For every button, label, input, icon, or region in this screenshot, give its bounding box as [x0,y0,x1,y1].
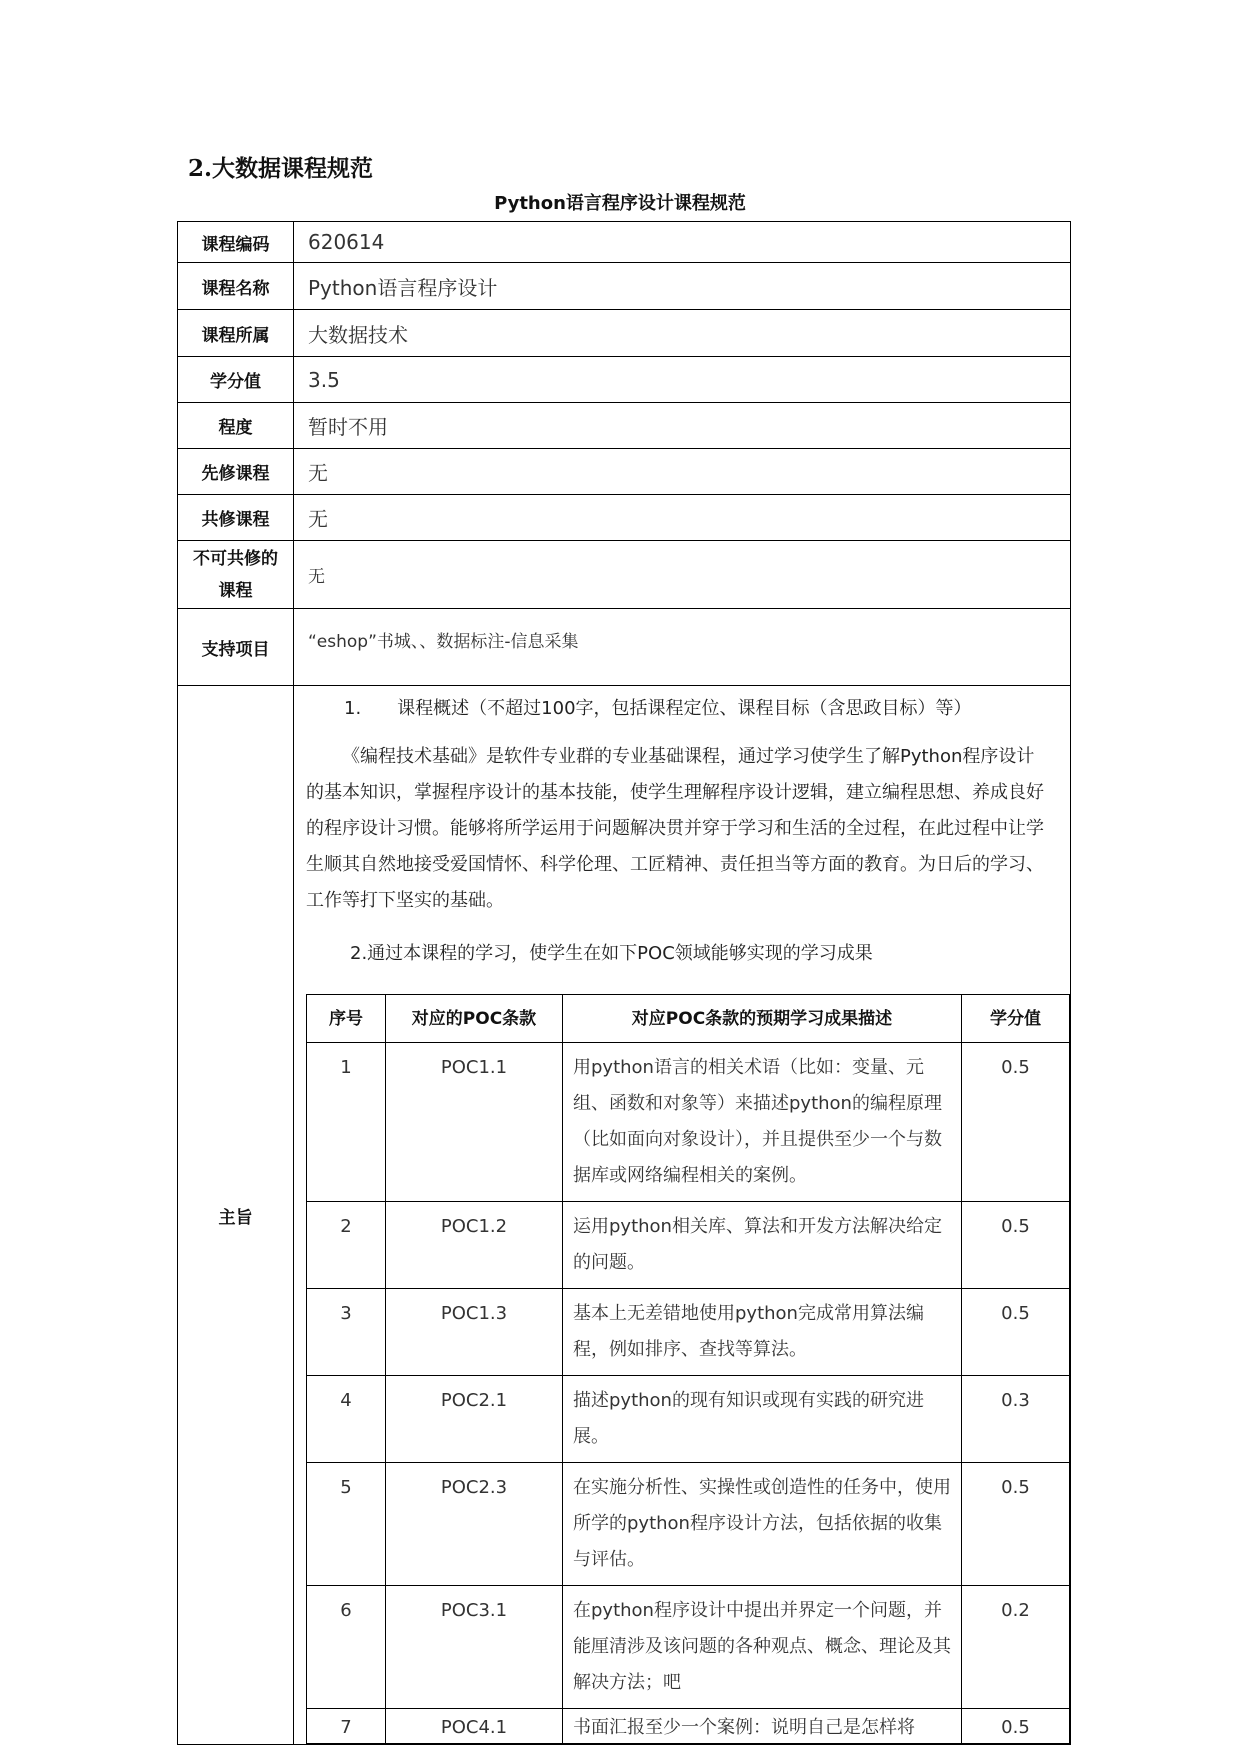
cell-credit: 0.3 [962,1376,1070,1463]
label: 课程所属 [178,310,294,357]
cell-no: 5 [307,1463,386,1586]
value: “eshop”书城、、数据标注-信息采集 [294,609,1071,686]
table-row [307,1463,1070,1586]
cell-desc: 在实施分析性、实操性或创造性的任务中，使用所学的python程序设计方法，包括依据的收集与评估。 [563,1463,962,1586]
table-row [307,1289,1070,1376]
table-row [307,1202,1070,1289]
value: 无 [294,541,1071,609]
cell-poc: POC2.1 [386,1376,563,1463]
label: 程度 [178,403,294,449]
label: 支持项目 [178,609,294,686]
cell-poc: POC1.2 [386,1202,563,1289]
label: 课程编码 [178,222,294,263]
label: 共修课程 [178,495,294,541]
value: 暂时不用 [294,403,1071,449]
cell-credit: 0.5 [962,1463,1070,1586]
row-belong [178,310,1071,357]
outcomes-table [306,994,1070,1744]
cell-desc: 描述python的现有知识或现有实践的研究进展。 [563,1376,962,1463]
value: Python语言程序设计 [294,263,1071,310]
cell-credit: 0.5 [962,1043,1070,1202]
table-row [307,1376,1070,1463]
cell-no: 4 [307,1376,386,1463]
table-row [307,1586,1070,1709]
cell-poc: POC1.1 [386,1043,563,1202]
cell-credit: 0.5 [962,1709,1070,1744]
row-name [178,263,1071,310]
row-main [178,686,1071,1745]
table-row [307,1043,1070,1202]
overview-text: 《编程技术基础》是软件专业群的专业基础课程，通过学习使学生了解Python程序设计的基本知识，掌握程序设计的基本技能，使学生理解程序设计逻辑，建立编程思想、养成良好的程序设计习惯。能够将所学运用于问题解决贯并穿于学习和生活的全过程，在此过程中让学生顺其自然地接受爱国情怀、科学伦理、工匠精神、责任担当等方面的教育。为日后的学习、工作等打下坚实的基础。 [306,746,1044,911]
header-poc: 对应的POC条款 [386,995,563,1043]
value: 620614 [294,222,1071,263]
cell-poc: POC2.3 [386,1463,563,1586]
cell-no: 2 [307,1202,386,1289]
outcomes-heading: 2.通过本课程的学习，使学生在如下POC领域能够实现的学习成果 [350,943,873,964]
row-credit [178,357,1071,403]
cell-no: 7 [307,1709,386,1744]
value: 无 [294,495,1071,541]
row-exclusive [178,541,1071,609]
cell-no: 1 [307,1043,386,1202]
course-spec-table [177,221,1071,1745]
value: 无 [294,449,1071,495]
header-credit: 学分值 [962,995,1070,1043]
cell-desc: 基本上无差错地使用python完成常用算法编程，例如排序、查找等算法。 [563,1289,962,1376]
header-no: 序号 [307,995,386,1043]
cell-poc: POC4.1 [386,1709,563,1744]
cell-desc: 在python程序设计中提出并界定一个问题，并能厘清涉及该问题的各种观点、概念、理论及其解决方法；吧 [563,1586,962,1709]
cell-desc: 书面汇报至少一个案例：说明自己是怎样将 [563,1709,962,1744]
cell-credit: 0.2 [962,1586,1070,1709]
cell-no: 6 [307,1586,386,1709]
label: 先修课程 [178,449,294,495]
value: 3.5 [294,357,1071,403]
cell-credit: 0.5 [962,1289,1070,1376]
row-level [178,403,1071,449]
label: 课程名称 [178,263,294,310]
label: 主旨 [178,686,294,1745]
cell-no: 3 [307,1289,386,1376]
cell-desc: 用python语言的相关术语（比如：变量、元组、函数和对象等）来描述python的编程原理（比如面向对象设计），并且提供至少一个与数据库或网络编程相关的案例。 [563,1043,962,1202]
cell-desc: 运用python相关库、算法和开发方法解决给定的问题。 [563,1202,962,1289]
document-title: Python语言程序设计课程规范 [494,193,746,214]
cell-credit: 0.5 [962,1202,1070,1289]
row-projects [178,609,1071,686]
cell-poc: POC1.3 [386,1289,563,1376]
header-desc: 对应POC条款的预期学习成果描述 [563,995,962,1043]
value: 大数据技术 [294,310,1071,357]
label: 不可共修的课程 [178,541,294,609]
table-row [307,1709,1070,1744]
cell-poc: POC3.1 [386,1586,563,1709]
outcomes-header [307,995,1070,1043]
label: 学分值 [178,357,294,403]
row-coreq [178,495,1071,541]
section-heading: 2.大数据课程规范 [188,155,374,182]
row-prereq [178,449,1071,495]
row-code [178,222,1071,263]
overview-heading: 1. 课程概述（不超过100字，包括课程定位、课程目标（含思政目标）等） [344,698,972,719]
